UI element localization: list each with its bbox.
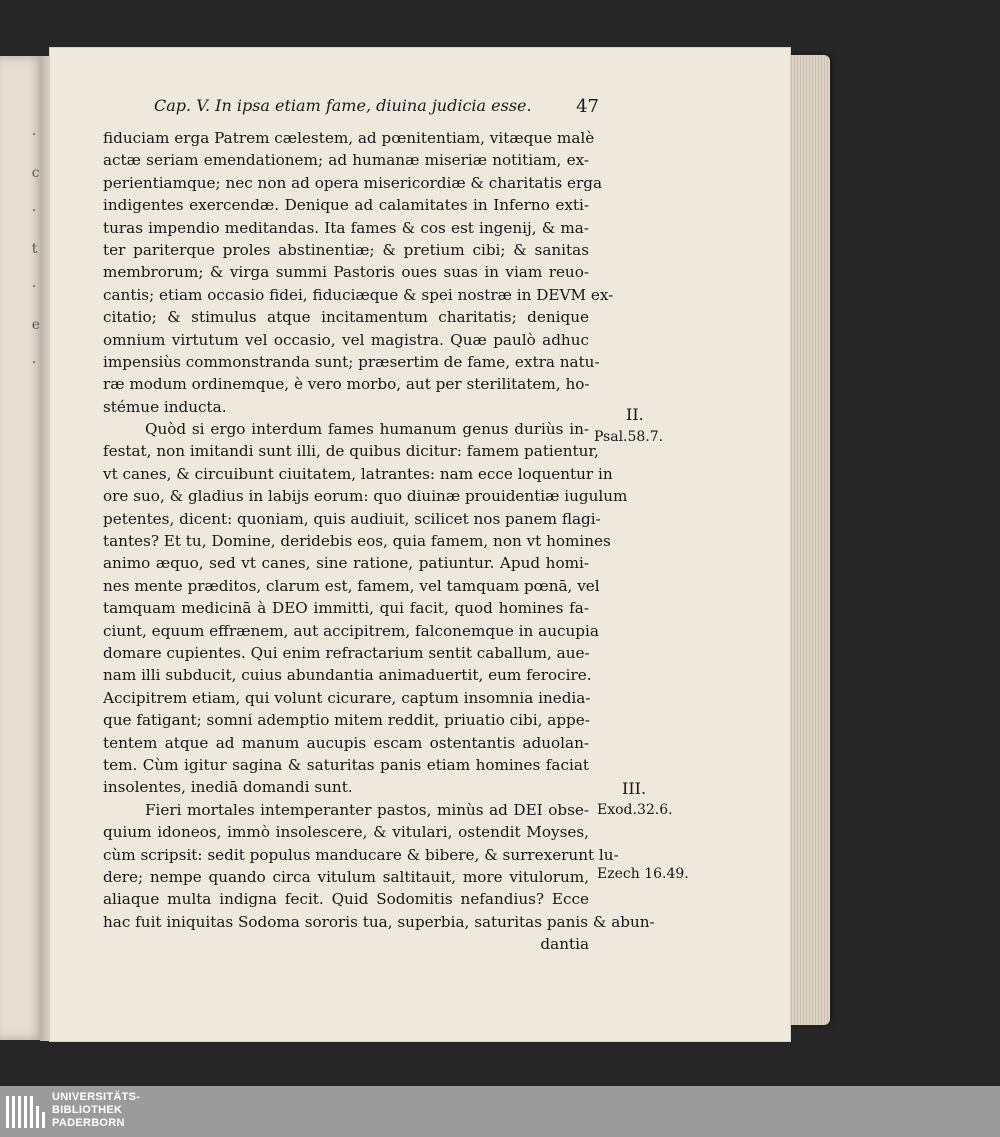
text-line: petentes, dicent: quoniam, quis audiuit, scilicet nos panem flagi- xyxy=(103,509,601,528)
text-line: dere; nempe quando circa vitulum saltitauit, more vitulorum, xyxy=(103,867,589,886)
text-line: ore suo, & gladius in labijs eorum: quo diuinæ prouidentiæ iugulum xyxy=(103,487,628,506)
text-line: impensiùs commonstranda sunt; præsertim de fame, extra natu- xyxy=(103,352,600,371)
text-line: Quòd si ergo interdum fames humanum genus duriùs in- xyxy=(145,420,589,439)
text-line: nes mente præditos, clarum est, famem, vel tamquam pœnā, vel xyxy=(103,576,600,595)
text-line: quium idoneos, immò insolescere, & vitulari, ostendit Moyses, xyxy=(103,823,589,842)
text-line: Fieri mortales intemperanter pastos, minùs ad DEI obse- xyxy=(145,800,589,819)
text-line: turas impendio meditandas. Ita fames & cos est ingenij, & ma- xyxy=(103,218,589,237)
text-line: animo æquo, sed vt canes, sine ratione, patiuntur. Apud homi- xyxy=(103,554,589,573)
text-line: cùm scripsit: sedit populus manducare & bibere, & surrexerunt lu- xyxy=(103,845,619,864)
text-line: nam illi subducit, cuius abundantia animaduertit, eum ferocire. xyxy=(103,666,592,685)
text-line: hac fuit iniquitas Sodoma sororis tua, superbia, saturitas panis & abun- xyxy=(103,912,655,931)
margin-ref-ezechiel: Ezech 16.49. xyxy=(597,866,689,882)
text-line: omnium virtutum vel occasio, vel magistra. Quæ paulò adhuc xyxy=(103,330,589,349)
text-line: tamquam medicinā à DEO immitti, qui facit, quod homines fa- xyxy=(103,599,589,618)
text-line: ter pariterque proles abstinentiæ; & pretium cibi; & sanitas xyxy=(103,240,589,259)
text-line: indigentes exercendæ. Denique ad calamitates in Inferno exti- xyxy=(103,196,589,215)
left-page-edge: · c · t · e · xyxy=(0,56,44,1040)
text-line: tentem atque ad manum aucupis escam ostentantis aduolan- xyxy=(103,733,589,752)
text-line: cantis; etiam occasio fidei, fiduciæque & spei nostræ in DEVM ex- xyxy=(103,285,614,304)
text-line: actæ seriam emendationem; ad humanæ miseriæ notitiam, ex- xyxy=(103,151,589,170)
margin-numeral-3: III. xyxy=(622,779,647,798)
text-line: Accipitrem etiam, qui volunt cicurare, captum insomnia inedia- xyxy=(103,688,591,707)
text-line: domare cupientes. Qui enim refractarium sentit caballum, aue- xyxy=(103,643,590,662)
text-line: festat, non imitandi sunt illi, de quibus dicitur: famem patientur, xyxy=(103,442,599,461)
logo-line: UNIVERSITÄTS- xyxy=(52,1091,141,1103)
catchword: dantia xyxy=(540,935,589,954)
text-line: tem. Cùm igitur sagina & saturitas panis etiam homines faciat xyxy=(103,755,589,774)
text-line: perientiamque; nec non ad opera misericordiæ & charitatis erga xyxy=(103,173,603,192)
text-line: ciunt, equum effrænem, aut accipitrem, falconemque in aucupia xyxy=(103,621,599,640)
text-line: fiduciam erga Patrem cælestem, ad pœnitentiam, vitæque malè xyxy=(103,129,595,147)
text-line: stémue inducta. xyxy=(103,397,227,416)
library-footer xyxy=(0,1086,1000,1137)
logo-line: BIBLIOTHEK xyxy=(52,1104,123,1116)
margin-ref-exodus: Exod.32.6. xyxy=(597,802,673,818)
text-line: citatio; & stimulus atque incitamentum charitatis; denique xyxy=(103,308,589,327)
margin-ref-psalm: Psal.58.7. xyxy=(594,429,664,445)
text-line: aliaque multa indigna fecit. Quid Sodomitis nefandius? Ecce xyxy=(103,890,589,909)
text-line: vt canes, & circuibunt ciuitatem, latrantes: nam ecce loquentur in xyxy=(103,464,613,483)
running-header xyxy=(154,96,599,115)
text-line: membrorum; & virga summi Pastoris oues suas in viam reuo- xyxy=(103,263,589,282)
library-logo-icon xyxy=(4,1092,48,1132)
margin-numeral-2: II. xyxy=(626,405,644,424)
text-line: que fatigant; somni ademptio mitem reddit, priuatio cibi, appe- xyxy=(103,711,590,730)
library-logo-text xyxy=(52,1091,140,1130)
text-line: insolentes, inediā domandi sunt. xyxy=(103,778,353,797)
page-number: 47 xyxy=(576,96,599,117)
text-line: ræ modum ordinemque, è vero morbo, aut per sterilitatem, ho- xyxy=(103,375,590,394)
running-title: Cap. V. In ipsa etiam fame, diuina judicia esse. xyxy=(154,96,532,115)
text-line: tantes? Et tu, Domine, deridebis eos, quia famem, non vt homines xyxy=(103,532,611,551)
logo-line: PADERBORN xyxy=(52,1117,125,1129)
